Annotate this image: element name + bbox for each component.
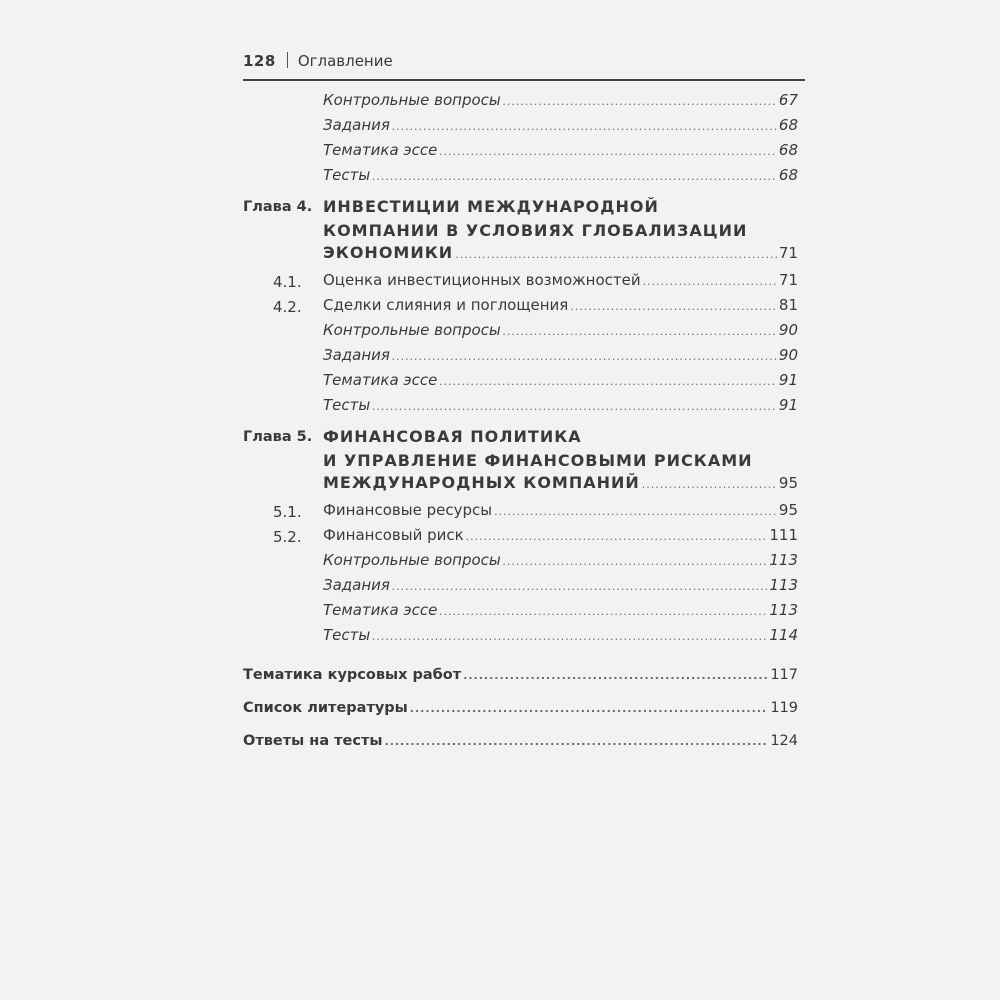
toc-row: [243, 686, 800, 719]
section-number: 5.2.: [273, 528, 302, 546]
header-separator: [287, 52, 288, 68]
chapter-5-title-line: ФИНАНСОВАЯ ПОЛИТИКА: [323, 427, 582, 446]
chapter-4-title-line: ИНВЕСТИЦИИ МЕЖДУНАРОДНОЙ: [323, 197, 659, 216]
toc-entry[interactable]: Тесты ..... 91: [323, 395, 798, 417]
chapter-4-title-line: КОМПАНИИ В УСЛОВИЯХ ГЛОБАЛИЗАЦИИ: [323, 221, 748, 240]
chapter-4-page: 71: [778, 244, 798, 262]
toc-row: [243, 367, 800, 392]
section-number: 5.1.: [273, 503, 302, 521]
chapter-5-title-last: МЕЖДУНАРОДНЫХ КОМПАНИЙ ..... 95: [243, 473, 800, 497]
page-header: [243, 50, 803, 76]
toc-entry[interactable]: Задания ..... 113: [323, 575, 798, 597]
section-number: 4.2.: [273, 298, 302, 316]
toc-entry[interactable]: Контрольные вопросы ..... 113: [323, 550, 798, 572]
chapter-5-title-line: И УПРАВЛЕНИЕ ФИНАНСОВЫМИ РИСКАМИ: [323, 451, 753, 470]
chapter-5-label: Глава 5.: [243, 429, 313, 445]
toc-row: [243, 392, 800, 417]
chapter-4-title-last: ЭКОНОМИКИ ..... 71: [243, 243, 800, 267]
toc-row: [243, 653, 800, 686]
toc-entry[interactable]: Тематика эссе ..... 113: [323, 600, 798, 622]
toc-row: [243, 597, 800, 622]
chapter-5-heading[interactable]: [243, 425, 800, 497]
toc-row: [243, 267, 800, 292]
toc-entry[interactable]: Тематика эссе ..... 68: [323, 140, 798, 162]
chapter-5-page: 95: [778, 474, 798, 492]
toc-entry[interactable]: Тесты ..... 114: [323, 625, 798, 647]
toc-entry-back-matter[interactable]: Тематика курсовых работ ..... 117: [243, 665, 798, 686]
header-rule: [243, 79, 805, 81]
toc-row: [243, 162, 800, 187]
toc-row: [243, 497, 800, 522]
toc-entry[interactable]: Контрольные вопросы ..... 67: [323, 90, 798, 112]
toc-row: [243, 137, 800, 162]
toc-entry[interactable]: Тесты ..... 68: [323, 165, 798, 187]
toc-row: [243, 317, 800, 342]
toc-entry-back-matter[interactable]: Список литературы ..... 119: [243, 698, 798, 719]
toc-entry[interactable]: Финансовые ресурсы ..... 95: [323, 500, 798, 522]
toc-row: [243, 719, 800, 752]
toc-entry[interactable]: Оценка инвестиционных возможностей ..... 71: [323, 270, 798, 292]
toc-entry-back-matter[interactable]: Ответы на тесты ..... 124: [243, 731, 798, 752]
toc-row: [243, 342, 800, 367]
toc-row: [243, 547, 800, 572]
toc-entry[interactable]: Финансовый риск ..... 111: [323, 525, 798, 547]
table-of-contents: [243, 87, 800, 752]
section-number: 4.1.: [273, 273, 302, 291]
toc-row: [243, 292, 800, 317]
chapter-4-label: Глава 4.: [243, 199, 313, 215]
toc-entry[interactable]: Тематика эссе ..... 91: [323, 370, 798, 392]
header-section-title: Оглавление: [297, 52, 393, 70]
chapter-4-heading[interactable]: [243, 195, 800, 267]
toc-row: [243, 522, 800, 547]
toc-row: [243, 87, 800, 112]
toc-entry[interactable]: Контрольные вопросы ..... 90: [323, 320, 798, 342]
toc-entry[interactable]: Задания ..... 90: [323, 345, 798, 367]
page-number: 128: [243, 52, 276, 70]
toc-row: [243, 622, 800, 647]
toc-entry[interactable]: Задания ..... 68: [323, 115, 798, 137]
toc-entry[interactable]: Сделки слияния и поглощения ..... 81: [323, 295, 798, 317]
toc-row: [243, 112, 800, 137]
toc-row: [243, 572, 800, 597]
